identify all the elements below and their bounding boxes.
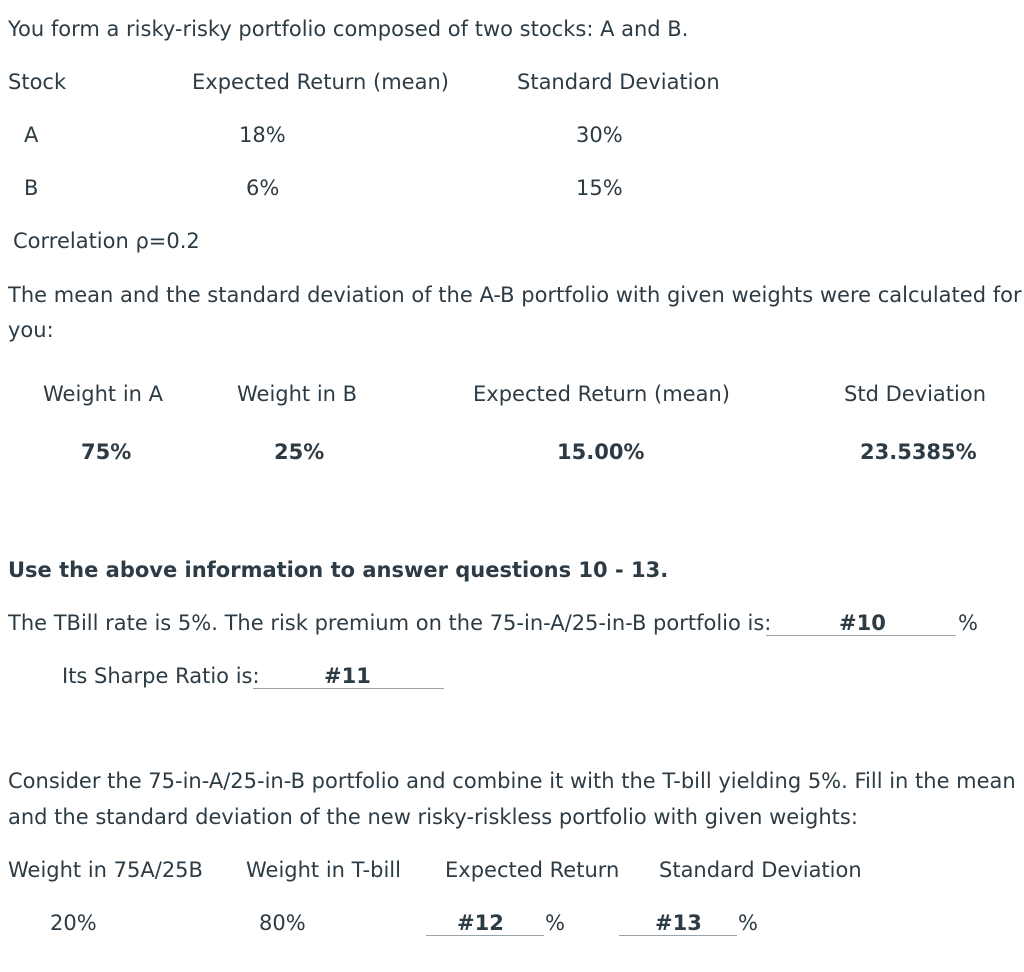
header-portfolio-return: Expected Return (mean): [473, 382, 730, 406]
portfolio-intro-line1: The mean and the standard deviation of the A-B portfolio with given weights were calculated for: [8, 283, 1022, 307]
q10-text: The TBill rate is 5%. The risk premium on the 75-in-A/25-in-B portfolio is:: [8, 611, 772, 635]
q11-blank[interactable]: [253, 659, 444, 689]
row-a-stock: A: [24, 123, 39, 147]
q11-blank-label: #11: [324, 664, 371, 688]
header-combo-return: Expected Return: [445, 858, 620, 882]
value-weight-risky: 20%: [50, 911, 97, 935]
q12-unit: %: [545, 911, 565, 935]
q10-unit: %: [958, 611, 978, 635]
q12-blank[interactable]: [426, 906, 544, 936]
instruction-text: Use the above information to answer questions 10 - 13.: [8, 558, 669, 582]
intro-text: You form a risky-risky portfolio composed of two stocks: A and B.: [8, 17, 689, 41]
q13-unit: %: [738, 911, 758, 935]
q13-underline: [619, 935, 737, 936]
row-b-return: 6%: [246, 176, 280, 200]
q10-blank[interactable]: [766, 606, 956, 636]
header-weight-b: Weight in B: [237, 382, 358, 406]
q13-blank[interactable]: [619, 906, 737, 936]
value-portfolio-return: 15.00%: [557, 440, 645, 464]
header-std-deviation: Std Deviation: [844, 382, 987, 406]
q10-blank-label: #10: [839, 611, 886, 635]
q11-text: Its Sharpe Ratio is:: [62, 664, 260, 688]
q12-underline: [426, 935, 544, 936]
header-stock: Stock: [8, 70, 67, 94]
row-a-std: 30%: [576, 123, 623, 147]
q13-blank-label: #13: [655, 911, 702, 935]
correlation-text: Correlation ρ=0.2: [13, 229, 200, 253]
combine-line1: Consider the 75-in-A/25-in-B portfolio and combine it with the T-bill yielding 5%. Fill in the mean: [8, 769, 1016, 793]
header-weight-tbill: Weight in T-bill: [246, 858, 401, 882]
value-std-deviation: 23.5385%: [860, 440, 977, 464]
header-combo-std: Standard Deviation: [659, 858, 862, 882]
row-a-return: 18%: [239, 123, 286, 147]
value-weight-a: 75%: [81, 440, 132, 464]
header-standard-deviation: Standard Deviation: [517, 70, 720, 94]
row-b-stock: B: [24, 176, 39, 200]
combine-line2: and the standard deviation of the new risky-riskless portfolio with given weights:: [8, 805, 858, 829]
header-expected-return: Expected Return (mean): [192, 70, 449, 94]
value-weight-tbill: 80%: [259, 911, 306, 935]
header-weight-a: Weight in A: [43, 382, 164, 406]
header-weight-risky: Weight in 75A/25B: [8, 858, 203, 882]
portfolio-intro-line2: you:: [8, 318, 54, 342]
row-b-std: 15%: [576, 176, 623, 200]
q12-blank-label: #12: [457, 911, 504, 935]
value-weight-b: 25%: [274, 440, 325, 464]
q11-underline: [253, 688, 444, 689]
q10-underline: [766, 635, 956, 636]
